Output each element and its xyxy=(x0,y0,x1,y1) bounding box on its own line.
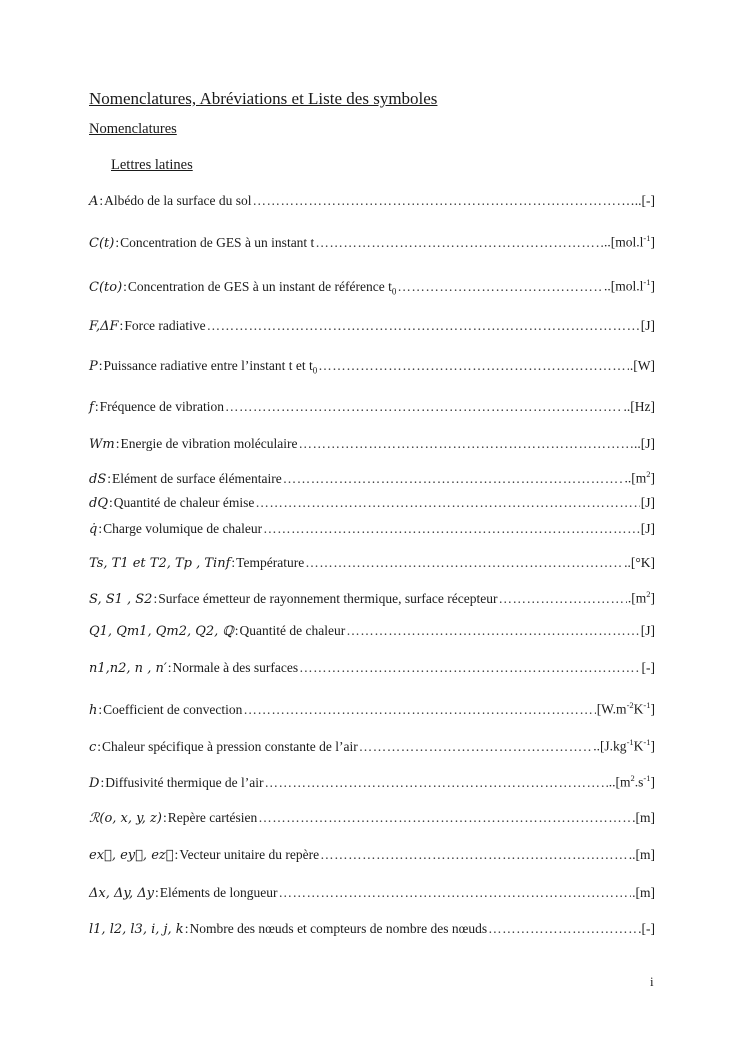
entry-unit-exponent: -2 xyxy=(626,700,634,710)
entry-separator: : xyxy=(98,521,103,536)
entry-description-text: Puissance radiative entre l’instant t et t xyxy=(103,358,313,373)
entry-unit-text: .[m xyxy=(627,590,647,606)
nomenclature-entry xyxy=(89,773,655,793)
entry-unit-close: ] xyxy=(650,774,655,790)
entry-separator: : xyxy=(94,399,99,414)
entry-separator: : xyxy=(115,234,120,250)
entry-description-text: Nombre des nœuds et compteurs de nombre des nœuds xyxy=(189,921,488,936)
entry-unit-text: ..[J] xyxy=(634,436,655,451)
leader-dots xyxy=(498,591,626,607)
nomenclature-entry xyxy=(89,847,655,867)
entry-unit-close: ] xyxy=(650,738,655,754)
entry-separator: : xyxy=(184,921,189,936)
entry-unit xyxy=(641,521,655,537)
entry-description-text: Vecteur unitaire du repère xyxy=(179,847,320,862)
entry-unit-middle: .s xyxy=(634,774,644,790)
entry-symbol: dQ xyxy=(89,496,108,511)
nomenclature-entry xyxy=(89,660,655,680)
entry-description-text: Quantité de chaleur xyxy=(239,623,346,638)
nomenclature-entry xyxy=(89,233,655,253)
entry-description xyxy=(114,495,255,511)
entry-unit-text: ..[m xyxy=(608,774,631,790)
page-title: Nomenclatures, Abréviations et Liste des symboles xyxy=(89,89,438,108)
subsection-heading: Lettres latines xyxy=(111,157,193,173)
entry-description-text: Diffusivité thermique de l’air xyxy=(105,774,264,790)
leader-dots xyxy=(252,193,620,209)
entry-unit-exponent-2: -1 xyxy=(643,700,651,710)
entry-description xyxy=(112,471,282,487)
leader-dots xyxy=(207,318,640,334)
entry-description-text: Elément de surface élémentaire xyxy=(112,470,282,486)
entry-separator: : xyxy=(234,623,239,638)
entry-unit-exponent: 2 xyxy=(630,773,635,783)
entry-description xyxy=(103,702,242,718)
entry-description xyxy=(103,521,262,537)
entry-description xyxy=(104,193,251,209)
entry-unit-text: .[-] xyxy=(638,921,655,936)
page-number: i xyxy=(650,974,654,989)
entry-unit xyxy=(641,623,655,639)
entry-description xyxy=(120,436,297,452)
entry-unit-text: ..[m] xyxy=(628,847,655,862)
leader-dots xyxy=(299,660,640,676)
entry-unit-exponent: -1 xyxy=(626,737,634,747)
entry-symbol: ℛ(o, x, y, z) xyxy=(89,811,162,826)
entry-symbol: f xyxy=(89,400,94,415)
entry-separator: : xyxy=(98,701,103,717)
entry-unit-text: ..[Hz] xyxy=(623,399,655,414)
entry-description xyxy=(105,775,263,791)
entry-unit xyxy=(632,810,655,826)
entry-separator: : xyxy=(108,495,113,510)
entry-unit xyxy=(624,555,655,571)
entry-description xyxy=(189,921,487,937)
entry-symbol: F,ΔF xyxy=(89,319,119,334)
entry-description xyxy=(100,399,224,415)
entry-unit-text: ..[J.kg xyxy=(593,738,627,754)
entry-unit-text: .[m] xyxy=(632,885,655,900)
entry-description-text: Coefficient de convection xyxy=(103,701,243,717)
entry-unit-close: ] xyxy=(650,590,655,606)
entry-description xyxy=(179,847,319,863)
leader-dots xyxy=(283,471,624,487)
entry-unit-text: [-] xyxy=(641,660,655,675)
leader-dots xyxy=(243,702,595,718)
entry-unit-close: ] xyxy=(650,234,655,250)
entry-description-text: Force radiative xyxy=(124,318,206,333)
entry-description xyxy=(173,660,299,676)
entry-description-text: Charge volumique de chaleur xyxy=(103,521,263,536)
entry-description-text: Albédo de la surface du sol xyxy=(104,193,252,208)
section-heading: Nomenclatures xyxy=(89,121,177,137)
entry-description xyxy=(160,885,278,901)
entry-description xyxy=(240,623,346,639)
entry-symbol: Q1, Qm1, Qm2, Q2, ℚ xyxy=(89,624,234,639)
entry-unit xyxy=(629,847,655,863)
nomenclature-entry xyxy=(89,521,655,541)
nomenclature-entry xyxy=(89,555,655,575)
entry-separator: : xyxy=(119,318,124,333)
entry-unit-close: ] xyxy=(650,278,655,294)
entry-description-text: Eléments de longueur xyxy=(159,885,278,900)
entry-description-subscript: 0 xyxy=(391,286,397,297)
leader-dots xyxy=(397,279,603,295)
entry-symbol: dS xyxy=(89,471,107,487)
entry-separator: : xyxy=(100,774,105,790)
entry-description-text: Quantité de chaleur émise xyxy=(113,495,255,510)
entry-symbol: A xyxy=(89,194,99,209)
entry-symbol: D xyxy=(89,775,100,791)
entry-unit xyxy=(638,921,655,937)
entry-symbol: n1,n2, n , n′ xyxy=(89,661,167,676)
entry-unit xyxy=(597,700,655,718)
entry-unit-exponent-2: -1 xyxy=(643,773,651,783)
entry-unit xyxy=(621,193,655,209)
entry-symbol: P xyxy=(89,359,98,374)
entry-unit xyxy=(604,233,655,251)
entry-separator: : xyxy=(167,660,172,675)
entry-description-text: Normale à des surfaces xyxy=(172,660,299,675)
entry-description-text: Concentration de GES à un instant t xyxy=(120,234,315,250)
entry-description xyxy=(158,591,497,607)
entry-unit-close: ] xyxy=(650,470,655,486)
nomenclature-entry xyxy=(89,399,655,419)
leader-dots xyxy=(320,847,628,863)
leader-dots xyxy=(265,775,608,791)
entry-description xyxy=(168,810,258,826)
leader-dots xyxy=(255,495,639,511)
nomenclature-entry xyxy=(89,193,655,213)
leader-dots xyxy=(488,921,637,937)
entry-unit xyxy=(593,737,655,755)
leader-dots xyxy=(299,436,633,452)
entry-separator: : xyxy=(155,885,159,900)
entry-description-text: Fréquence de vibration xyxy=(99,399,225,414)
nomenclature-entry xyxy=(89,623,655,643)
nomenclature-entry xyxy=(89,358,655,378)
entry-separator: : xyxy=(107,470,111,486)
leader-dots xyxy=(278,885,631,901)
leader-dots xyxy=(359,739,592,755)
entry-description xyxy=(128,279,396,297)
entry-description xyxy=(124,318,205,334)
entry-unit-exponent: 2 xyxy=(646,589,651,599)
entry-separator: : xyxy=(98,358,103,373)
entry-symbol: l1, l2, l3, i, j, k xyxy=(89,922,184,937)
entry-symbol: h xyxy=(89,702,98,718)
nomenclature-entry xyxy=(89,589,655,609)
entry-symbol: ex⃗, ey⃗, ez⃗ xyxy=(89,848,174,863)
entry-unit-text: [J] xyxy=(640,495,655,510)
entry-symbol: Wm xyxy=(89,437,115,452)
entry-description-text: Repère cartésien xyxy=(167,810,258,825)
entry-separator: : xyxy=(115,436,120,451)
entry-separator: : xyxy=(162,810,167,825)
entry-unit-text: [J] xyxy=(640,521,655,536)
entry-unit-text: [J] xyxy=(640,318,655,333)
nomenclature-entry xyxy=(89,737,655,757)
nomenclature-entry xyxy=(89,810,655,830)
entry-unit xyxy=(634,436,655,452)
nomenclature-entry xyxy=(89,469,655,489)
entry-unit xyxy=(632,885,655,901)
entry-unit xyxy=(642,660,656,676)
entry-separator: : xyxy=(153,590,158,606)
entry-symbol: S, S1 , S2 xyxy=(89,591,153,607)
entry-separator: : xyxy=(97,738,102,754)
leader-dots xyxy=(258,810,631,826)
entry-description xyxy=(104,358,318,376)
entry-unit xyxy=(624,399,655,415)
entry-unit-exponent: -1 xyxy=(643,277,651,287)
entry-description-text: Surface émetteur de rayonnement thermique, surface récepteur xyxy=(158,590,498,606)
entry-unit-exponent-2: -1 xyxy=(643,737,651,747)
entry-symbol: Δx, Δy, Δy xyxy=(89,886,154,901)
entry-description-text: Température xyxy=(236,555,305,570)
nomenclature-entry xyxy=(89,277,655,297)
entry-separator: : xyxy=(123,278,127,294)
nomenclature-entry xyxy=(89,436,655,456)
entry-unit-middle: K xyxy=(633,738,644,754)
entry-separator: : xyxy=(174,847,179,862)
entry-unit xyxy=(609,773,655,791)
entry-description xyxy=(236,555,304,571)
leader-dots xyxy=(305,555,623,571)
leader-dots xyxy=(346,623,640,639)
entry-separator: : xyxy=(231,555,236,570)
entry-unit xyxy=(625,469,656,487)
entry-unit-text: .[m] xyxy=(632,810,655,825)
entry-unit-text: ..[°K] xyxy=(624,555,655,570)
entry-separator: : xyxy=(99,193,104,208)
leader-dots xyxy=(315,235,603,251)
entry-symbol: Ts, T1 et T2, Tp , Tinf xyxy=(89,556,231,571)
entry-description-subscript: 0 xyxy=(312,365,318,376)
entry-symbol: c xyxy=(89,739,97,755)
leader-dots xyxy=(225,399,622,415)
entry-unit-text: …..[-] xyxy=(621,193,655,208)
entry-unit-exponent: 2 xyxy=(646,469,651,479)
entry-symbol: q̇ xyxy=(89,522,98,537)
entry-unit-text: [J] xyxy=(640,623,655,638)
entry-symbol: C(t) xyxy=(89,235,115,251)
nomenclature-entry xyxy=(89,921,655,941)
entry-description-text: Chaleur spécifique à pression constante de l’air xyxy=(102,738,358,754)
nomenclature-entry xyxy=(89,318,655,338)
entry-unit xyxy=(641,318,655,334)
entry-description-text: Concentration de GES à un instant de référence t xyxy=(127,278,392,294)
entry-unit-text: ..[mol.l xyxy=(604,278,644,294)
leader-dots xyxy=(318,358,629,374)
entry-description-text: Energie de vibration moléculaire xyxy=(120,436,298,451)
entry-unit-exponent: -1 xyxy=(643,233,651,243)
leader-dots xyxy=(263,521,640,537)
entry-unit xyxy=(641,495,655,511)
entry-unit-text: ..[m xyxy=(624,470,647,486)
entry-description xyxy=(102,739,358,755)
entry-unit-middle: K xyxy=(633,701,644,717)
entry-unit xyxy=(630,358,655,374)
entry-unit-close: ] xyxy=(650,701,655,717)
entry-unit-text: [W.m xyxy=(596,701,627,717)
entry-description xyxy=(120,235,314,251)
nomenclature-entry xyxy=(89,700,655,720)
nomenclature-entry xyxy=(89,495,655,515)
entry-unit xyxy=(628,589,655,607)
entry-unit-text: ..[mol.l xyxy=(604,234,644,250)
entry-unit-text: .[W] xyxy=(629,358,655,373)
entry-unit xyxy=(604,277,655,295)
entry-symbol: C(to) xyxy=(89,279,123,295)
nomenclature-entry xyxy=(89,885,655,905)
